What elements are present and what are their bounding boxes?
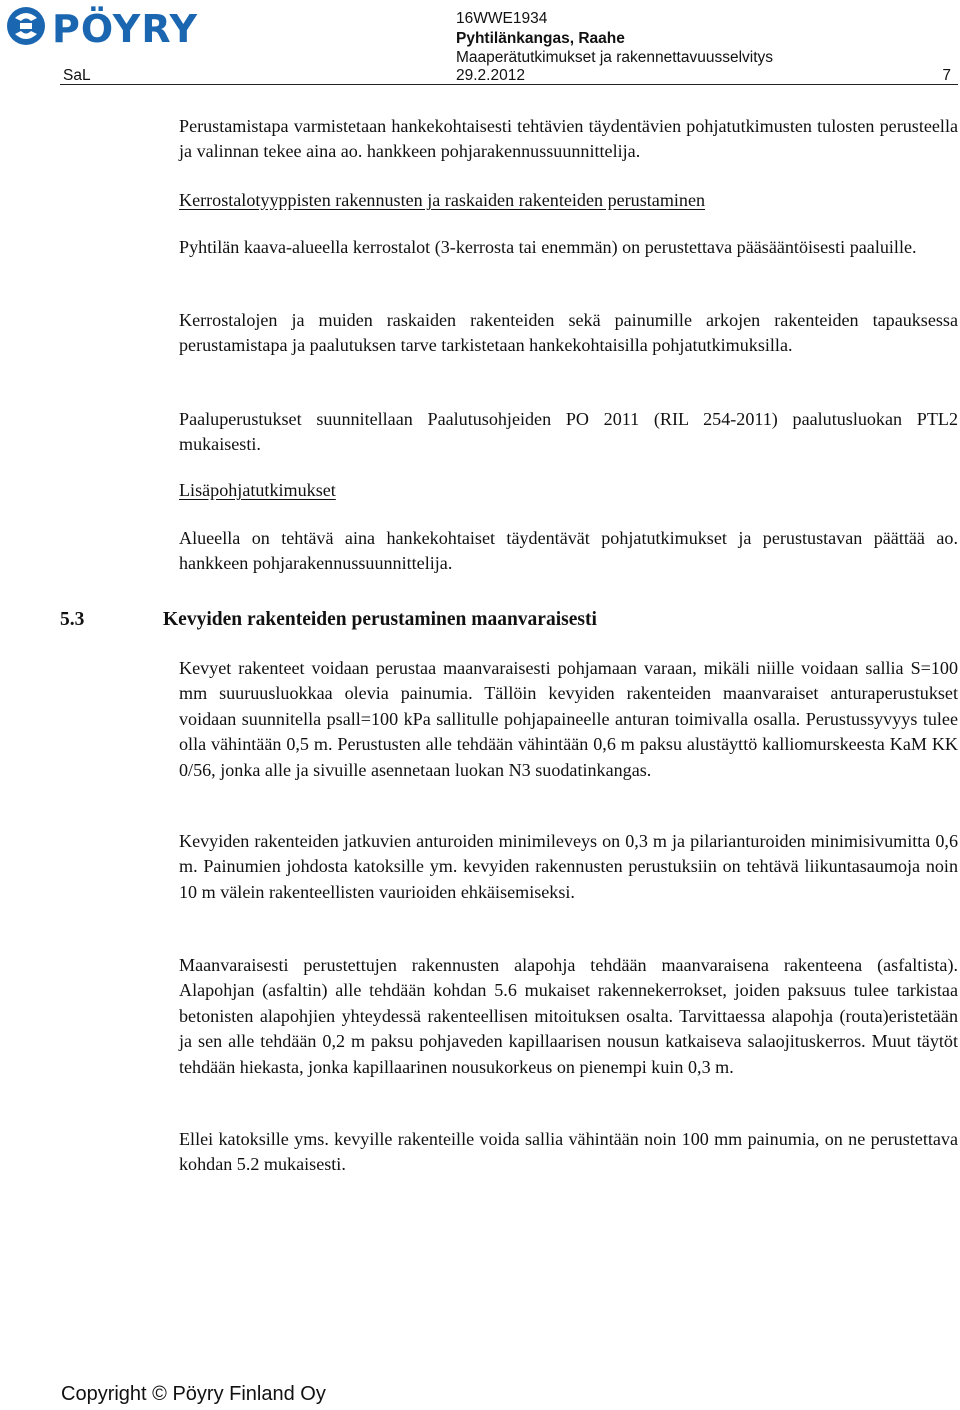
paragraph-text: Kevyiden rakenteiden jatkuvien anturoiden minimileveys on 0,3 m ja pilarianturoiden minimisivumitta 0,6 m. Painumien johdosta katoksille ym. kevyiden rakennusten perustuksiin on tehtävä liikuntasaumoja noin 10 m välein rakenteellisten vaurioiden ehkäisemiseksi.: [179, 831, 958, 902]
header-info: [456, 9, 773, 68]
paragraph-text: Pyhtilän kaava-alueella kerrostalot (3-kerrosta tai enemmän) on perustettava pääsääntöisesti paaluille.: [179, 237, 917, 257]
paragraph-7: [179, 829, 958, 905]
poyry-logo: [4, 4, 244, 48]
subheading-text: Lisäpohjatutkimukset: [179, 480, 336, 500]
logo-wordmark: PÖYRY: [52, 7, 199, 48]
report-date: 29.2.2012: [456, 67, 525, 84]
section-number: 5.3: [60, 609, 85, 630]
paragraph-6: [179, 656, 958, 783]
paragraph-5: [179, 526, 958, 577]
paragraph-1: [179, 114, 958, 165]
section-title: Kevyiden rakenteiden perustaminen maanvaraisesti: [163, 609, 597, 630]
page-number: 7: [942, 67, 951, 84]
author-initials: SaL: [63, 67, 91, 84]
paragraph-text: Paaluperustukset suunnitellaan Paalutusohjeiden PO 2011 (RIL 254-2011) paalutusluokan PTL2 mukaisesti.: [179, 409, 958, 455]
footer-copyright: Copyright © Pöyry Finland Oy: [61, 1383, 326, 1405]
paragraph-text: Kerrostalojen ja muiden raskaiden rakenteiden sekä painumille arkojen rakenteiden tapauksessa perustamistapa ja paalutuksen tarve tarkistetaan hankekohtaisilla pohjatutkimuksilla.: [179, 310, 958, 356]
header-rule: [60, 84, 958, 85]
paragraph-text: Ellei katoksille yms. kevyille rakenteille voida sallia vähintään noin 100 mm painumia, on ne perustettava kohdan 5.2 mukaisesti.: [179, 1129, 958, 1175]
report-title: Maaperätutkimukset ja rakennettavuusselvitys: [456, 49, 774, 66]
paragraph-4: [179, 407, 958, 458]
subheading-lisapohjatutkimukset: [179, 478, 958, 503]
subheading-kerrostalo: [179, 188, 958, 213]
paragraph-text: Maanvaraisesti perustettujen rakennusten alapohja tehdään maanvaraisena rakenteena (asfaltista). Alapohjan (asfaltin) alle tehdään kohdan 5.6 mukaiset rakennekerrokset, joiden paksuus tulee tarkistaa betonisten alapohjien yhteydessä rakenteellisen mitoituksen osalta. Tarvittaessa alapohja (routa)eristetään ja sen alle tehdään 0,2 m paksu pohjaveden kapillaarisen nousun katkaiseva salaojituskerros. Muut täytöt tehdään hiekasta, jonka kapillaarinen nousukorkeus on pienempi kuin 0,3 m.: [179, 955, 958, 1077]
paragraph-9: [179, 1127, 958, 1178]
project-name: Pyhtilänkangas, Raahe: [456, 29, 625, 47]
paragraph-8: [179, 953, 958, 1080]
subheading-text: Kerrostalotyyppisten rakennusten ja raskaiden rakenteiden perustaminen: [179, 190, 706, 210]
project-code: 16WWE1934: [456, 10, 548, 27]
paragraph-text: Kevyet rakenteet voidaan perustaa maanvaraisesti pohjamaan varaan, mikäli niille voidaan sallia S=100 mm suuruusluokkaa olevia painumia. Tällöin kevyiden rakenteiden maanvaraiset anturaperustukset voidaan suunnitella psall=100 kPa sallitulle pohjapaineelle anturan toimivalla osalla. Perustussyvyys tulee olla vähintään 0,5 m. Perustusten alle tehdään vähintään 0,6 m paksu alustäyttö kalliomurskeesta KaM KK 0/56, jonka alle ja sivuille asennetaan luokan N3 suodatinkangas.: [179, 658, 958, 780]
paragraph-2: [179, 235, 958, 260]
paragraph-3: [179, 308, 958, 359]
paragraph-text: Perustamistapa varmistetaan hankekohtaisesti tehtävien täydentävien pohjatutkimusten tulosten perusteella ja valinnan tekee aina ao. hankkeen pohjarakennussuunnittelija.: [179, 116, 958, 162]
paragraph-text: Alueella on tehtävä aina hankekohtaiset täydentävät pohjatutkimukset ja perustustavan päättää ao. hankkeen pohjarakennussuunnittelija.: [179, 528, 958, 574]
